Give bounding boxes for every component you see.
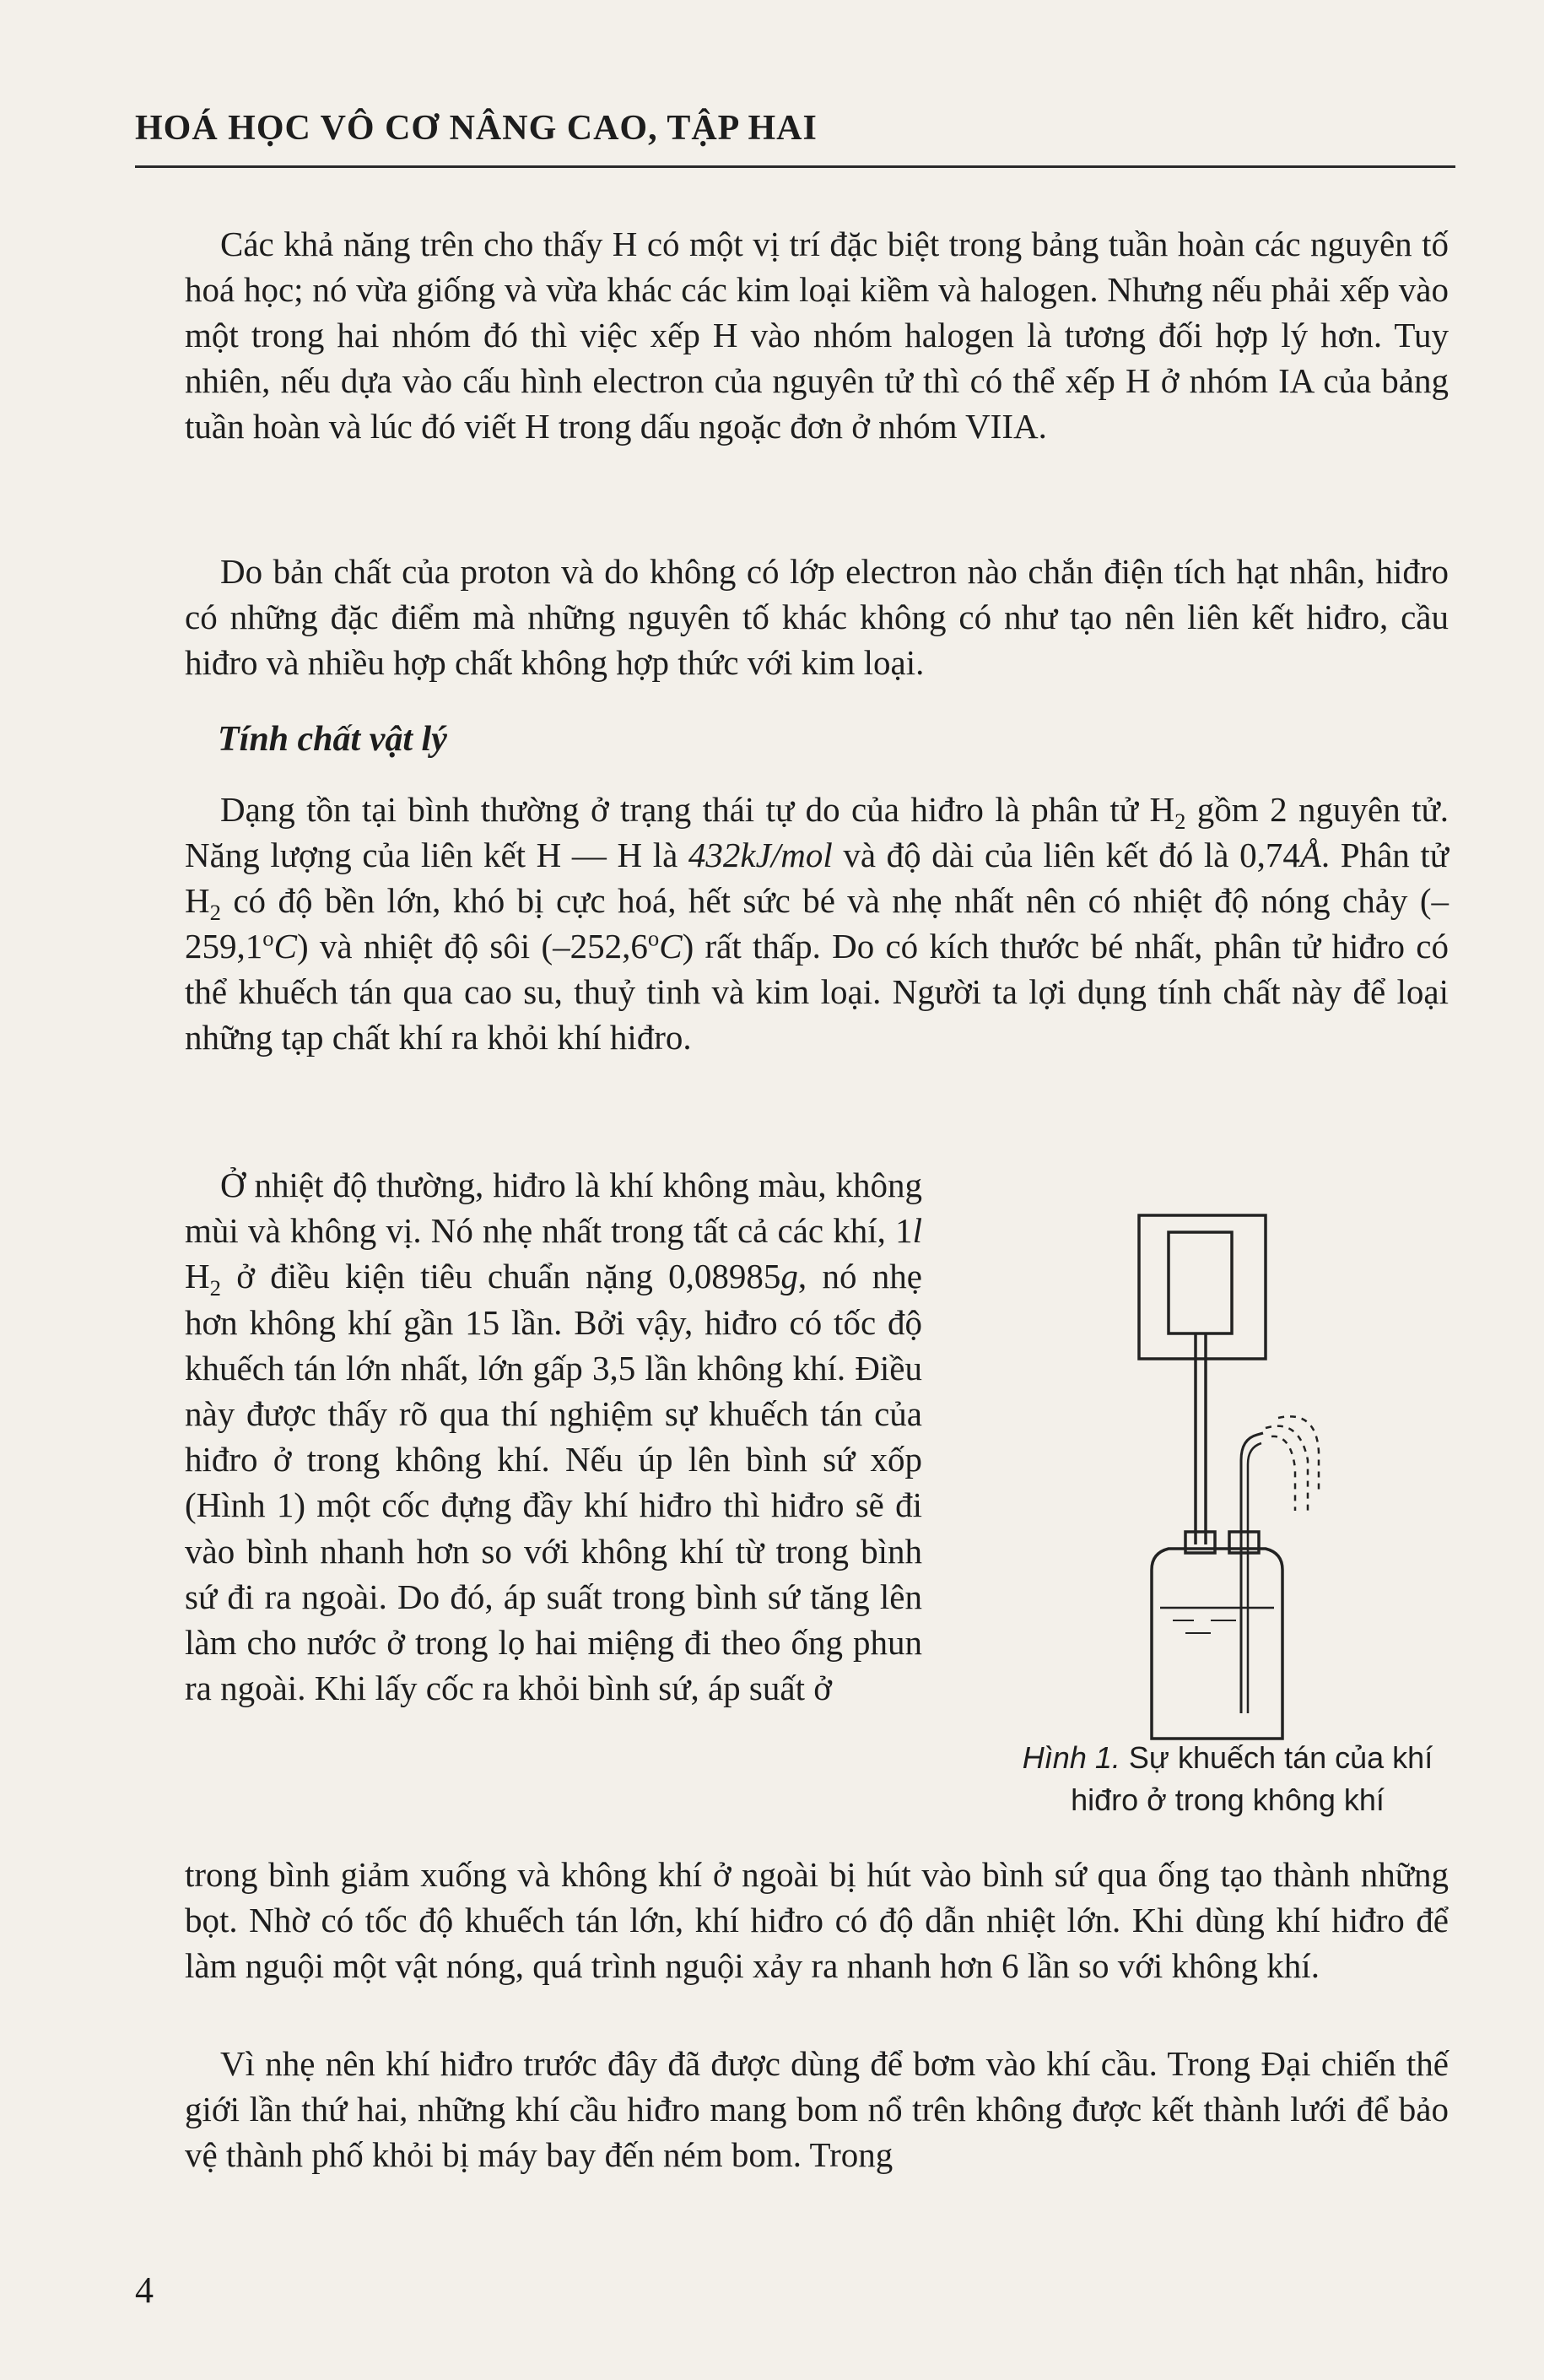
paragraph-4-continuation: trong bình giảm xuống và không khí ở ngoài bị hút vào bình sứ qua ống tạo thành những bọt. Nhờ có tốc độ khuếch tán lớn, khí hiđro có độ dẫn nhiệt lớn. Khi dùng khí hiđro để làm nguội một vật nóng, quá trình nguội xảy ra nhanh hơn 6 lần so với không khí. xyxy=(185,1855,1449,1985)
paragraph-2: Do bản chất của proton và do không có lớp electron nào chắn điện tích hạt nhân, hiđro có những đặc điểm mà những nguyên tố khác không có như tạo nên liên kết hiđro, cầu hiđro và nhiều hợp chất không hợp thức với kim loại. xyxy=(185,552,1449,682)
paragraph-1: Các khả năng trên cho thấy H có một vị trí đặc biệt trong bảng tuần hoàn các nguyên tố hoá học; nó vừa giống và vừa khác các kim loại kiềm và halogen. Nhưng nếu phải xếp vào một trong hai nhóm đó thì việc xếp H vào nhóm halogen là tương đối hợp lý hơn. Tuy nhiên, nếu dựa vào cấu hình electron của nguyên tử thì có thể xếp H ở nhóm IA của bảng tuần hoàn và lúc đó viết H trong dấu ngoặc đơn ở nhóm VIIA. xyxy=(185,224,1449,446)
pot-tube xyxy=(1196,1333,1206,1544)
diffusion-apparatus-figure xyxy=(1118,1207,1447,1747)
figure-caption: Hình 1. Sự khuếch tán của khí hiđro ở trong không khí xyxy=(1022,1740,1433,1817)
paragraph-4: Ở nhiệt độ thường, hiđro là khí không màu, không mùi và không vị. Nó nhẹ nhất trong tất cả các khí, 1l $H_2$ ở điều kiện tiêu chuẩn nặng 0,08985g, nó nhẹ hơn không khí gần 15 lần. Bởi vậy, hiđro có tốc độ khuếch tán lớn nhất, lớn gấp 3,5 lần không khí. Điều này được thấy rõ qua thí nghiệm sự khuếch tán của hiđro ở trong không khí. Nếu úp lên bình sứ xốp (Hình 1) một cốc đựng đầy khí hiđro thì hiđro sẽ đi vào bình nhanh hơn so với không khí từ trong bình sứ đi ra ngoài. Do đó, áp suất trong bình sứ tăng lên làm cho nước ở trong lọ hai miệng đi theo ống phun ra ngoài. Khi lấy cốc ra khỏi bình sứ, áp suất ở xyxy=(185,1166,923,1708)
two-neck-bottle xyxy=(1152,1549,1282,1739)
running-header: HOÁ HỌC VÔ CƠ NÂNG CAO, TẬP HAI xyxy=(135,109,818,148)
paragraph-3: Dạng tồn tại bình thường ở trạng thái tự do của hiđro là phân tử $H_2$ gồm 2 nguyên tử. Năng lượng của liên kết H — H là 432kJ/mol và độ dài của liên kết đó là 0,74Å. Phân tử $H_2$ có độ bền lớn, khó bị cực hoá, hết sức bé và nhẹ nhất nên có nhiệt độ nóng chảy (–259,1$^o$C) và nhiệt độ sôi (–252,6$^o$C) rất thấp. Do có kích thước bé nhất, phân tử hiđro có thể khuếch tán qua cao su, thuỷ tinh và kim loại. Người ta lợi dụng tính chất này để loại những tạp chất khí ra khỏi khí hiđro. xyxy=(185,790,1450,1057)
porous-pot xyxy=(1169,1232,1232,1333)
water-spray xyxy=(1266,1416,1319,1511)
section-heading: Tính chất vật lý xyxy=(218,720,447,759)
header-rule xyxy=(135,165,1455,168)
jet-tube xyxy=(1241,1433,1263,1713)
inverted-beaker xyxy=(1139,1215,1266,1359)
page-number: 4 xyxy=(135,2269,154,2311)
paragraph-5: Vì nhẹ nên khí hiđro trước đây đã được dùng để bơm vào khí cầu. Trong Đại chiến thế giới lần thứ hai, những khí cầu hiđro mang bom nổ trên không được kết thành lưới để bảo vệ thành phố khỏi bị máy bay đến ném bom. Trong xyxy=(185,2044,1449,2174)
